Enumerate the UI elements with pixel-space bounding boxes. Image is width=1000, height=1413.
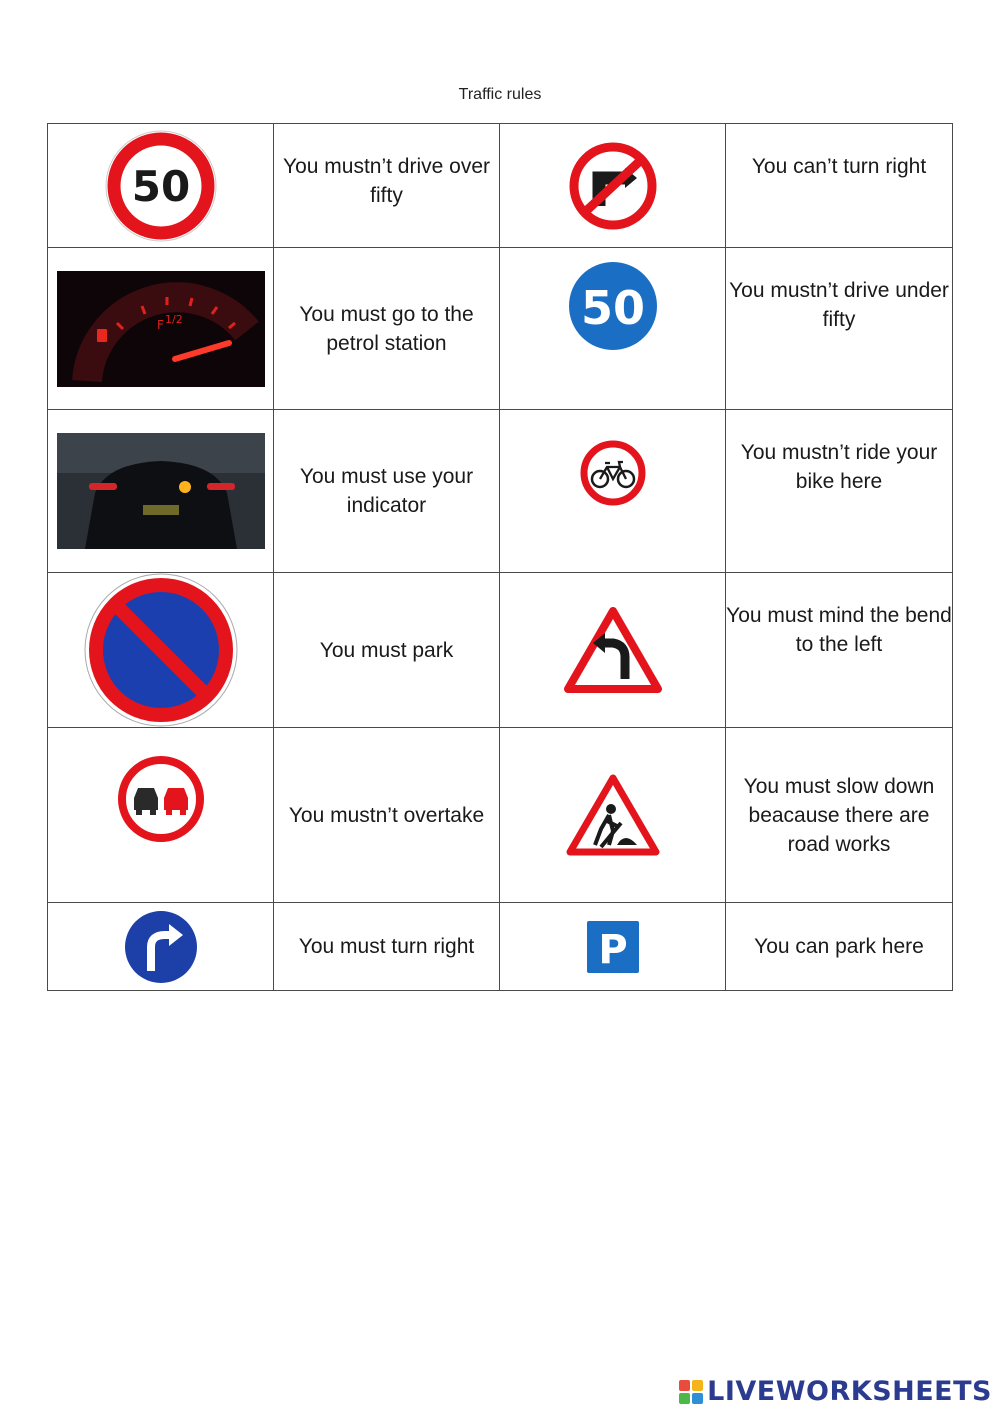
rule-text: You must slow down beacause there are road works: [726, 728, 953, 903]
logo-mark-icon: [679, 1380, 703, 1404]
rule-text: You must go to the petrol station: [274, 248, 500, 410]
no-parking-sign-icon: [84, 573, 238, 727]
svg-text:50: 50: [580, 281, 645, 335]
no-right-turn-sign-icon: [567, 140, 659, 232]
table-row: [48, 124, 953, 248]
traffic-rules-table: [47, 123, 953, 991]
svg-text:F: F: [156, 317, 164, 332]
minimum-speed-50-sign-icon: [565, 258, 661, 354]
svg-text:50: 50: [131, 161, 190, 211]
table-row: [48, 903, 953, 991]
rule-text: You mustn’t drive over fifty: [274, 124, 500, 248]
photo-cell: [48, 410, 274, 573]
table-row: [48, 410, 953, 573]
liveworksheets-logo: [679, 1376, 992, 1407]
table-row: [48, 728, 953, 903]
rule-text: You must mind the bend to the left: [726, 573, 953, 728]
sign-cell: [500, 573, 726, 728]
rule-text: You mustn’t ride your bike here: [726, 410, 953, 573]
speed-limit-50-sign-icon: [104, 129, 218, 243]
bend-left-sign-icon: [563, 605, 663, 695]
car-indicator-photo: [57, 433, 265, 549]
turn-right-sign-icon: [121, 907, 201, 987]
sign-cell: [48, 728, 274, 903]
sign-cell: [500, 410, 726, 573]
photo-cell: [48, 248, 274, 410]
no-overtaking-sign-icon: [116, 754, 206, 844]
rule-text: You mustn’t drive under fifty: [726, 248, 953, 410]
logo-text: LIVEWORKSHEETS: [707, 1376, 992, 1407]
sign-cell: [48, 573, 274, 728]
parking-sign-icon: [585, 919, 641, 975]
rule-text: You must use your indicator: [274, 410, 500, 573]
rule-text: You can’t turn right: [726, 124, 953, 248]
sign-cell: [48, 124, 274, 248]
sign-cell: [500, 728, 726, 903]
svg-text:1/2: 1/2: [164, 312, 183, 326]
sign-cell: [500, 248, 726, 410]
table-row: [48, 573, 953, 728]
sign-cell: [500, 124, 726, 248]
road-works-sign-icon: [565, 773, 661, 857]
fuel-gauge-photo: [57, 271, 265, 387]
table-row: [48, 248, 953, 410]
rule-text: You must park: [274, 573, 500, 728]
page-title: Traffic rules: [458, 86, 542, 103]
no-cycling-sign-icon: [579, 439, 647, 507]
rule-text: You mustn’t overtake: [274, 728, 500, 903]
rule-text: You must turn right: [274, 903, 500, 991]
rule-text: You can park here: [726, 903, 953, 991]
svg-text:P: P: [597, 926, 628, 973]
sign-cell: [48, 903, 274, 991]
sign-cell: [500, 903, 726, 991]
